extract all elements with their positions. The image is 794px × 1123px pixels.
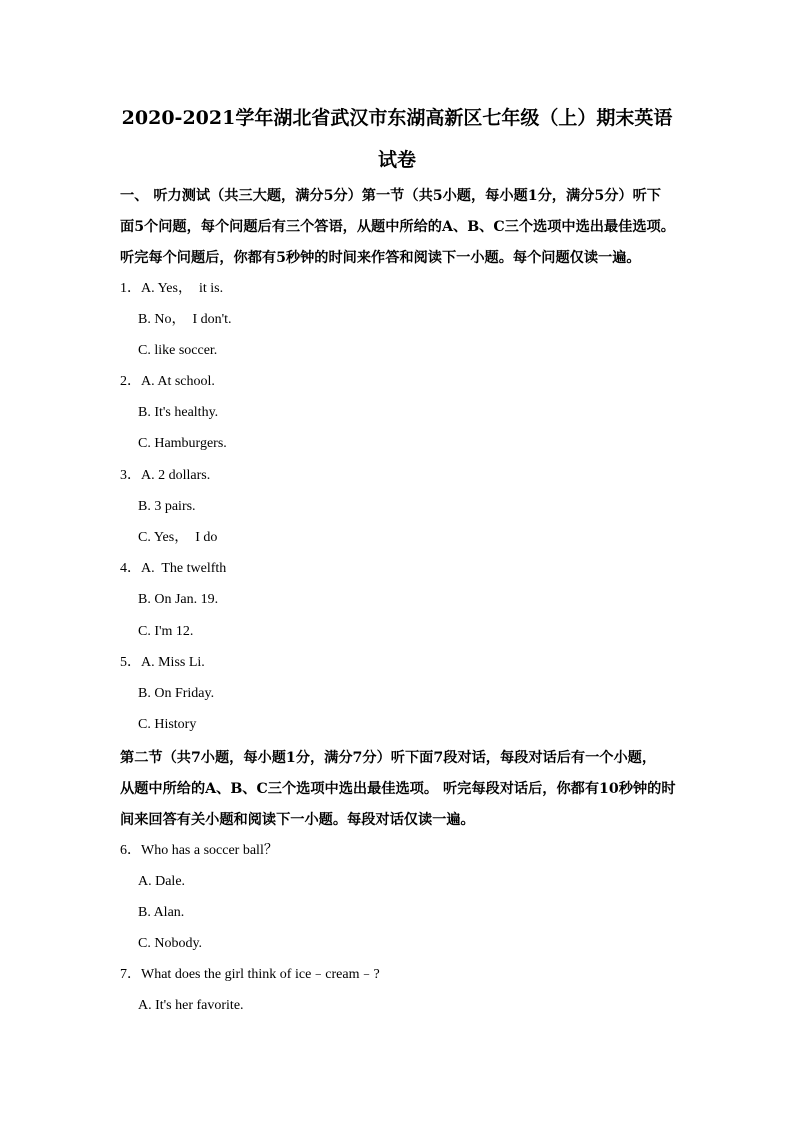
question-option: A. Miss Li. [141, 655, 205, 670]
section2-instruction-line2: 从题中所给的A、B、C三个选项中选出最佳选项。 听完每段对话后，你都有10秒钟的时 [120, 781, 676, 797]
section1-instruction-line3: 听完每个问题后，你都有5秒钟的时间来作答和阅读下一小题。每个问题仅读一遍。 [120, 250, 641, 266]
section2-instruction-line3: 间来回答有关小题和阅读下一小题。每段对话仅读一遍。 [120, 812, 475, 828]
question-6-stem [120, 842, 278, 860]
question-option: A. The twelfth [141, 561, 227, 576]
question-3-option-b: B. 3 pairs. [138, 499, 196, 514]
question-option: A. 2 dollars. [141, 468, 211, 483]
question-2-stem [120, 373, 215, 391]
exam-title-line1: 2020-2021学年湖北省武汉市东湖高新区七年级（上）期末英语 [121, 107, 673, 129]
question-4-stem [120, 560, 226, 578]
question-3-stem [120, 467, 210, 485]
question-text: What does the girl think of ice﹣cream﹣? [141, 967, 380, 982]
question-4-option-b: B. On Jan. 19. [138, 592, 219, 607]
question-1-option-c: C. like soccer. [138, 343, 218, 358]
question-7-option-a: A. It's her favorite. [138, 998, 244, 1013]
question-number: 4． [120, 561, 141, 576]
question-option: A. At school. [141, 374, 215, 389]
question-4-option-c: C. I'm 12. [138, 624, 194, 639]
question-number: 1． [120, 281, 141, 296]
section1-instruction-line1: 一、 听力测试（共三大题，满分5分）第一节（共5小题，每小题1分，满分5分）听下 [120, 188, 661, 204]
exam-title-line2: 试卷 [377, 149, 416, 171]
question-7-stem [120, 966, 380, 984]
question-1-stem [120, 280, 223, 298]
question-5-option-b: B. On Friday. [138, 686, 215, 701]
question-number: 5． [120, 655, 141, 670]
question-6-option-c: C. Nobody. [138, 936, 203, 951]
question-2-option-b: B. It's healthy. [138, 405, 219, 420]
question-number: 3． [120, 468, 141, 483]
question-number: 2． [120, 374, 141, 389]
question-6-option-a: A. Dale. [138, 874, 186, 889]
question-5-stem [120, 654, 205, 672]
question-3-option-c: C. Yes， I do [138, 530, 218, 545]
question-1-option-b: B. No， I don't. [138, 312, 232, 327]
question-number: 6． [120, 843, 141, 858]
question-5-option-c: C. History [138, 717, 197, 732]
question-text: Who has a soccer ball？ [141, 843, 278, 858]
question-2-option-c: C. Hamburgers. [138, 436, 227, 451]
question-option: A. Yes， it is. [141, 281, 224, 296]
question-number: 7． [120, 967, 141, 982]
question-6-option-b: B. Alan. [138, 905, 185, 920]
section1-instruction-line2: 面5个问题，每个问题后有三个答语，从题中所给的A、B、C三个选项中选出最佳选项。 [120, 219, 675, 235]
section2-instruction-line1: 第二节（共7小题，每小题1分，满分7分）听下面7段对话，每段对话后有一个小题， [120, 750, 657, 766]
